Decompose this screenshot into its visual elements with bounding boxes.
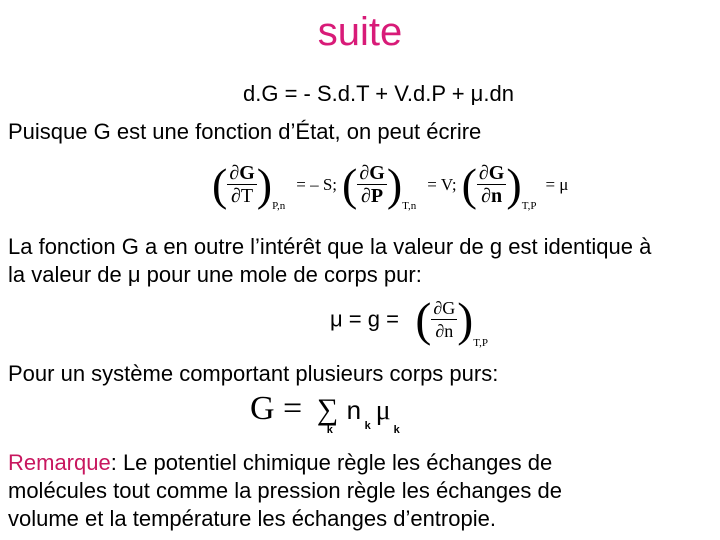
partial-derivative-2: ( $\frac{\partial G}{\partial P}$ )$_{T,n} = V$; (342, 159, 457, 213)
eq1-numerator: ∂G (229, 162, 255, 184)
eq2-rhs: = V; (427, 174, 457, 194)
dg-equation: d.G = - S.d.T + V.d.P + μ.dn (243, 81, 514, 106)
la-fonction-line-2: la valeur de μ pour une mole de corps pur: (8, 262, 422, 287)
eq3-rhs: = μ (545, 174, 569, 194)
sigma-symbol: ∑ (316, 393, 339, 426)
mu-eq-numerator: ∂G (433, 298, 456, 318)
eq3-subscript: T,P (521, 200, 537, 213)
remarque-line-3: volume et la température les échanges d’entropie. (8, 506, 496, 531)
eq2-denominator: ∂P (361, 185, 384, 207)
eq1-denominator: ∂T (231, 185, 254, 207)
slide-title: suite (317, 10, 403, 54)
puisque-line: Puisque G est une fonction d’État, on peut écrire (8, 119, 482, 144)
mu-symbol: μ (375, 395, 391, 426)
eq3-denominator: ∂n (481, 185, 503, 207)
mu-subscript: k (393, 424, 400, 436)
sum-equation (250, 390, 400, 436)
mu-equation-lhs: μ = g = (330, 306, 399, 332)
sigma-subscript: k (326, 424, 333, 436)
mu-eq-denominator: ∂n (435, 321, 454, 341)
mu-eq-subscript: T,P (473, 336, 489, 349)
la-fonction-line-1: La fonction G a en outre l’intérêt que la valeur de g est identique à (8, 234, 652, 259)
eq1-subscript: P,n (272, 200, 286, 213)
partial-derivative-1: ( $\frac{\partial G}{\partial T}$ )$_{P,n}$ = – S; (212, 159, 338, 213)
remarque-line-1: : Le potentiel chimique règle les échanges de (110, 450, 553, 475)
pour-un-systeme-line: Pour un système comportant plusieurs corps purs: (8, 361, 499, 386)
sum-eq-lhs: G = (250, 390, 303, 427)
mu-equation: μ = g = ( $\frac{\partial G}{\partial n}$ )$_{T,P}$ (330, 293, 489, 349)
n-subscript: k (364, 420, 371, 432)
partial-derivative-3: ( $\frac{\partial G}{\partial n}$ )$_{T,P} = \mu$ (461, 159, 569, 213)
eq2-numerator: ∂G (359, 162, 385, 184)
remarque-line-2: molécules tout comme la pression règle les échanges de (8, 478, 562, 503)
remarque-paragraph (8, 449, 706, 533)
eq1-rhs: = – S; (296, 174, 338, 194)
remarque-label: Remarque (8, 450, 111, 475)
eq3-numerator: ∂G (478, 162, 505, 184)
n-symbol: n (346, 395, 362, 425)
eq2-subscript: T,n (402, 200, 417, 213)
partial-derivatives-row (212, 158, 568, 212)
